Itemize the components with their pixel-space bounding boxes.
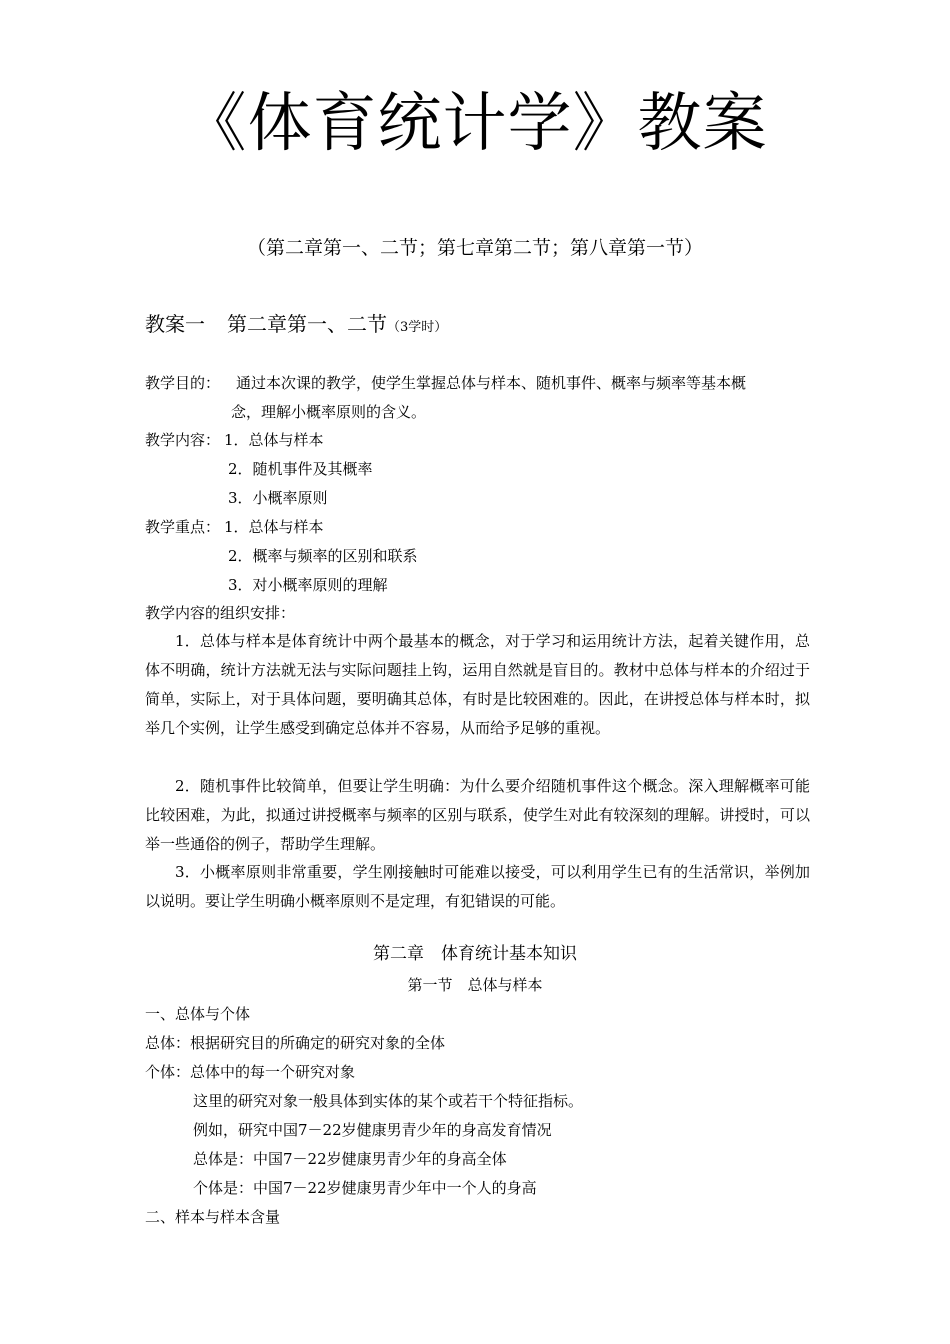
key-point-item: 3．对小概率原则的理解 xyxy=(228,576,388,594)
lesson-number: 教案一 xyxy=(145,312,205,336)
content-item: 2．随机事件及其概率 xyxy=(228,460,373,478)
lesson-heading xyxy=(145,308,447,344)
example-population: 总体是：中国7－22岁健康男青少年的身高全体 xyxy=(193,1150,507,1168)
arrangement-label: 教学内容的组织安排： xyxy=(145,604,296,622)
document-subtitle: （第二章第一、二节；第七章第二节；第八章第一节） xyxy=(246,237,703,259)
content-label: 教学内容： xyxy=(145,431,221,449)
objective-line-1: 通过本次课的教学，使学生掌握总体与样本、随机事件、概率与频率等基本概 xyxy=(236,374,747,392)
research-object-note: 这里的研究对象一般具体到实体的某个或若干个特征指标。 xyxy=(193,1092,584,1110)
lesson-hours: （3学时） xyxy=(387,320,448,335)
arrangement-paragraph: 2．随机事件比较简单，但要让学生明确：为什么要介绍随机事件这个概念。深入理解概率可能比较困难，为此，拟通过讲授概率与频率的区别与联系，使学生对此有较深刻的理解。讲授时，可以举一些通俗的例子，帮助学生理解。 xyxy=(145,777,810,853)
arrangement-paragraph: 1．总体与样本是体育统计中两个最基本的概念，对于学习和运用统计方法，起着关键作用，总体不明确，统计方法就无法与实际问题挂上钩，运用自然就是盲目的。教材中总体与样本的介绍过于简单，实际上，对于具体问题，要明确其总体，有时是比较困难的。因此，在讲授总体与样本时，拟举几个实例，让学生感受到确定总体并不容易，从而给予足够的重视。 xyxy=(145,632,810,737)
key-points-label: 教学重点： xyxy=(145,518,221,536)
objective-line-2: 念，理解小概率原则的含义。 xyxy=(231,403,427,421)
section-title: 第一节 总体与样本 xyxy=(407,976,543,994)
key-point-item: 1．总体与样本 xyxy=(224,518,324,536)
subsection-heading: 一、总体与个体 xyxy=(145,1005,251,1023)
document-title: 《体育统计学》教案 xyxy=(182,87,768,161)
example-individual: 个体是：中国7－22岁健康男青少年中一个人的身高 xyxy=(193,1179,537,1197)
arrangement-paragraph: 3．小概率原则非常重要，学生刚接触时可能难以接受，可以利用学生已有的生活常识，举例加以说明。要让学生明确小概率原则不是定理，有犯错误的可能。 xyxy=(145,863,810,910)
content-item: 1．总体与样本 xyxy=(224,431,324,449)
content-item: 3．小概率原则 xyxy=(228,489,328,507)
objective-label: 教学目的： xyxy=(145,374,221,392)
subsection-heading: 二、样本与样本含量 xyxy=(145,1208,281,1226)
key-point-item: 2．概率与频率的区别和联系 xyxy=(228,547,418,565)
chapter-title: 第二章 体育统计基本知识 xyxy=(373,944,577,964)
lesson-chapter: 第二章第一、二节 xyxy=(227,312,387,336)
population-definition: 总体：根据研究目的所确定的研究对象的全体 xyxy=(145,1034,446,1052)
example-line: 例如，研究中国7－22岁健康男青少年的身高发育情况 xyxy=(193,1121,552,1139)
individual-definition: 个体：总体中的每一个研究对象 xyxy=(145,1063,356,1081)
